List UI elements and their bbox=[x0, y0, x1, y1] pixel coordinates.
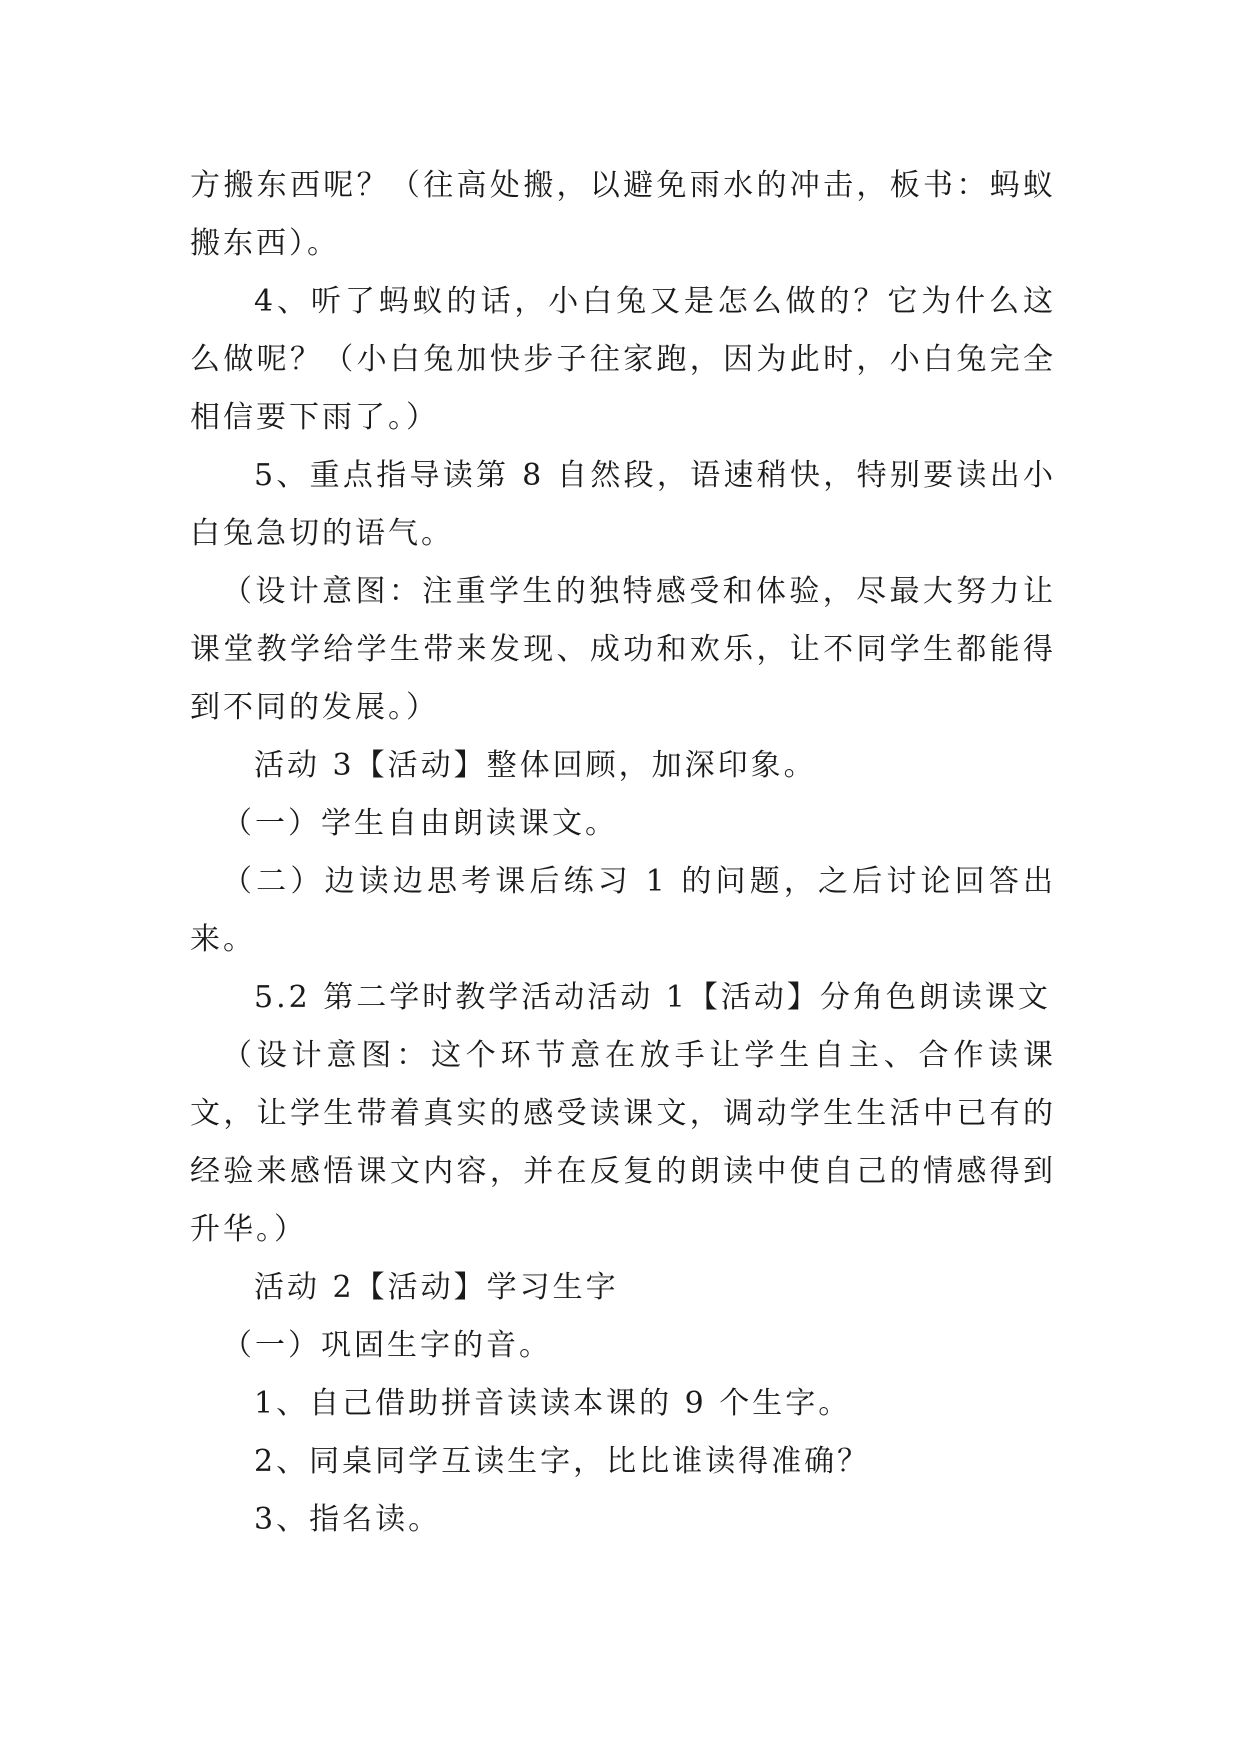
paragraph-7: （二）边读边思考课后练习 1 的问题，之后讨论回答出来。 bbox=[190, 864, 1056, 957]
paragraph-3: 5、重点指导读第 8 自然段，语速稍快，特别要读出小白兔急切的语气。 bbox=[190, 458, 1056, 551]
paragraph-10: 活动 2【活动】学习生字 bbox=[254, 1270, 619, 1305]
paragraph-13: 2、同桌同学互读生字，比比谁读得准确？ bbox=[254, 1444, 871, 1479]
paragraph-9: （设计意图：这个环节意在放手让学生自主、合作读课文，让学生带着真实的感受读课文，调动学生生活中已有的经验来感悟课文内容，并在反复的朗读中使自己的情感得到升华。） bbox=[190, 1038, 1056, 1247]
paragraph-5: 活动 3【活动】整体回顾，加深印象。 bbox=[254, 748, 817, 783]
paragraph-6: （一）学生自由朗读课文。 bbox=[222, 806, 618, 841]
paragraph-4: （设计意图：注重学生的独特感受和体验，尽最大努力让课堂教学给学生带来发现、成功和欢乐，让不同学生都能得到不同的发展。） bbox=[190, 574, 1056, 725]
paragraph-1: 方搬东西呢？（往高处搬，以避免雨水的冲击，板书：蚂蚁搬东西）。 bbox=[190, 168, 1056, 261]
paragraph-14: 3、指名读。 bbox=[254, 1502, 442, 1537]
paragraph-11: （一）巩固生字的音。 bbox=[222, 1328, 552, 1363]
paragraph-8: 5.2 第二学时教学活动活动 1【活动】分角色朗读课文 bbox=[254, 980, 1051, 1015]
document-body bbox=[190, 157, 1056, 1549]
paragraph-12: 1、自己借助拼音读读本课的 9 个生字。 bbox=[254, 1386, 852, 1421]
paragraph-2: 4、听了蚂蚁的话，小白兔又是怎么做的？它为什么这么做呢？（小白兔加快步子往家跑，因为此时，小白兔完全相信要下雨了。） bbox=[190, 284, 1056, 435]
